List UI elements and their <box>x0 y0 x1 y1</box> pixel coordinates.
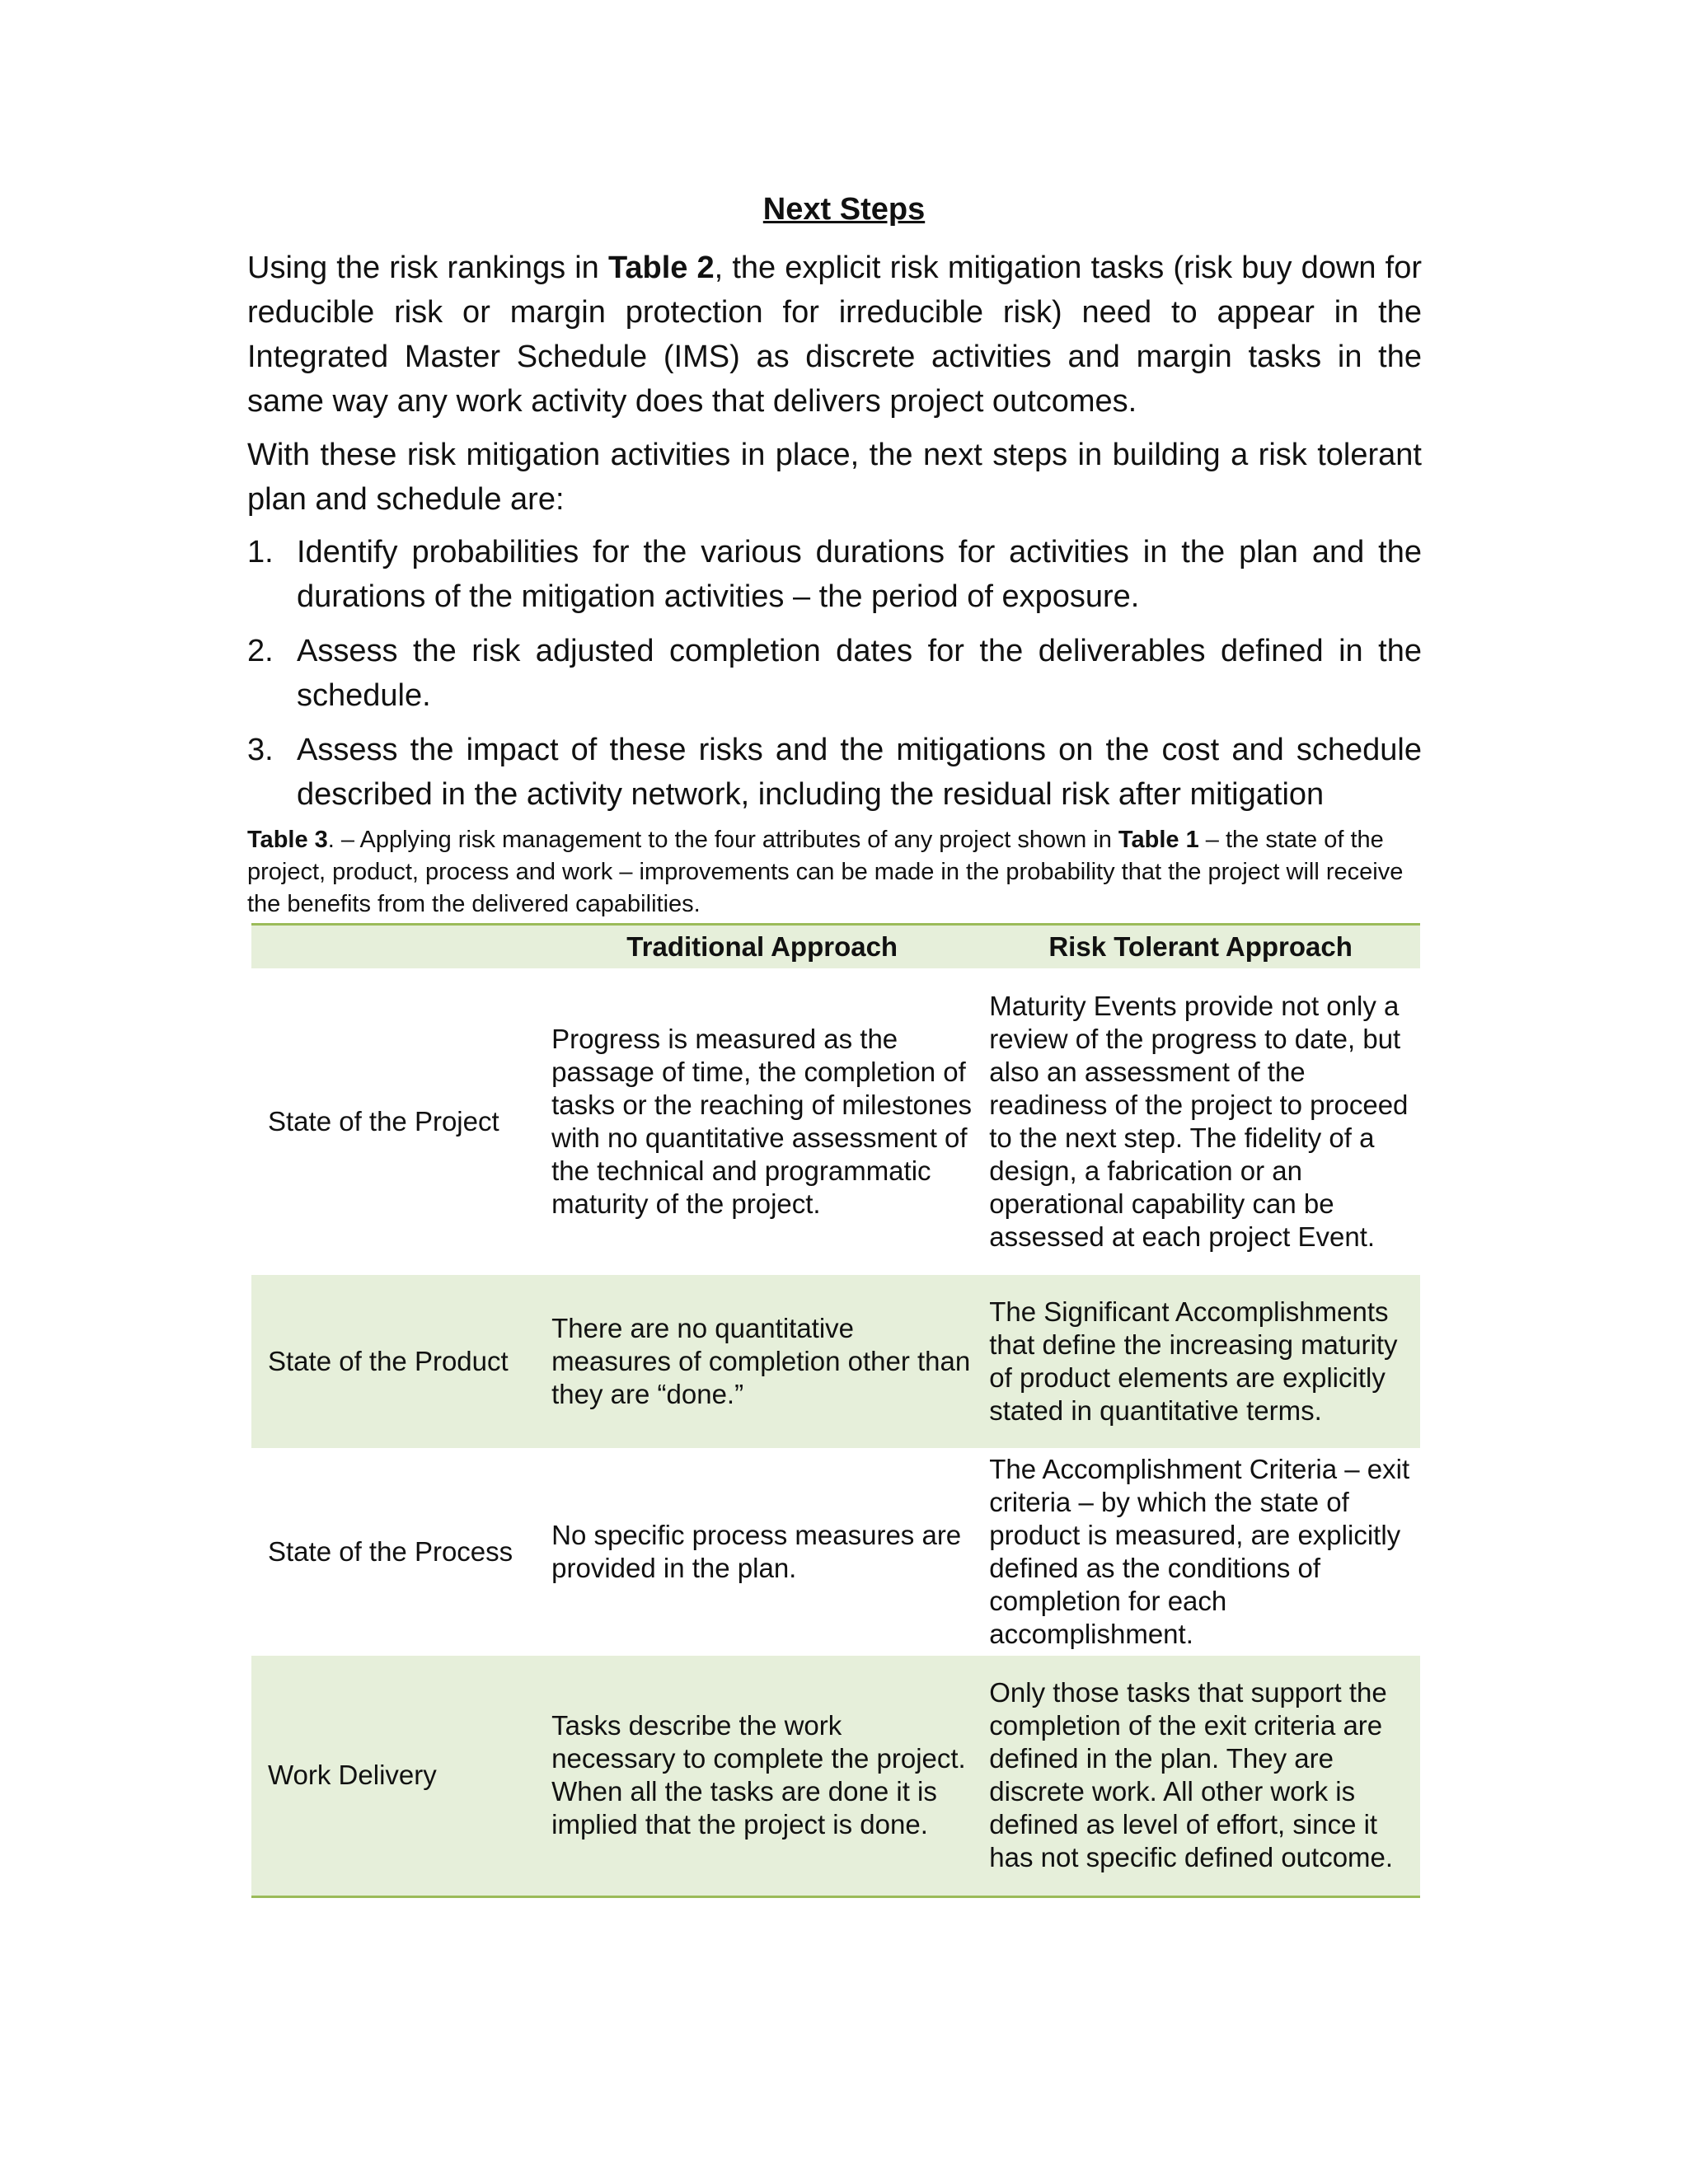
table-row <box>251 1448 1420 1656</box>
table-cell-risk-tolerant: The Accomplishment Criteria – exit criteria – by which the state of product is measured, are explicitly defined as the conditions of completion for each accomplishment. <box>989 1454 1410 1649</box>
list-number: 1. <box>247 535 274 569</box>
table-cell-risk-tolerant: Maturity Events provide not only a review of the progress to date, but also an assessment of the readiness of the project to proceed to the next step. The fidelity of a design, a fabrication or an operational capability can be assessed at each project Event. <box>989 991 1409 1252</box>
list-text: Assess the risk adjusted completion dates for the deliverables defined in the schedule. <box>297 634 1422 713</box>
table-row <box>251 968 1420 1275</box>
table-cell-traditional: No specific process measures are provided in the plan. <box>551 1520 962 1583</box>
list-item <box>247 530 1422 619</box>
table-cell-attribute: State of the Process <box>268 1536 513 1567</box>
table-cell-traditional: Tasks describe the work necessary to complete the project. When all the tasks are done it is implied that the project is done. <box>543 1656 981 1896</box>
intro-paragraph <box>247 246 1422 424</box>
list-number: 3. <box>247 733 274 767</box>
table-cell-risk-tolerant: The Significant Accomplishments that define the increasing maturity of product elements are explicitly stated in quantitative terms. <box>981 1275 1420 1448</box>
table-header-cell: Risk Tolerant Approach <box>981 925 1420 969</box>
list-item <box>247 629 1422 718</box>
list-number: 2. <box>247 634 274 668</box>
table-caption <box>247 824 1422 921</box>
table-header-cell: Traditional Approach <box>543 925 981 969</box>
table-row <box>251 1275 1420 1448</box>
intro-text-end: , the explicit risk mitigation tasks (risk buy down for reducible risk or margin protection for irreducible risk) need to appear in the Integrated Master Schedule (IMS) as discrete activities and margin tasks in the same way any work activity does that delivers project outcomes. <box>247 251 1423 419</box>
list-text: Identify probabilities for the various durations for activities in the plan and the durations of the mitigation activities – the period of exposure. <box>297 535 1422 614</box>
table-row <box>251 1656 1420 1896</box>
page-title: Next Steps <box>762 192 926 227</box>
table-cell-traditional: There are no quantitative measures of completion other than they are “done.” <box>543 1275 981 1448</box>
intro-text-start: Using the risk rankings in <box>247 251 608 285</box>
steps-list <box>247 530 1422 827</box>
next-steps-paragraph: With these risk mitigation activities in place, the next steps in building a risk tolerant plan and schedule are: <box>247 438 1422 517</box>
table-cell-risk-tolerant: Only those tasks that support the completion of the exit criteria are defined in the plan. They are discrete work. All other work is defined as level of effort, since it has not specific defined outcome. <box>981 1656 1420 1896</box>
table-cell-attribute: Work Delivery <box>251 1656 543 1896</box>
table-header-cell <box>251 925 543 969</box>
list-text: Assess the impact of these risks and the mitigations on the cost and schedule described in the activity network, including the residual risk after mitigation <box>297 733 1422 812</box>
comparison-table <box>251 923 1420 1898</box>
list-item <box>247 728 1422 817</box>
table-cell-attribute: State of the Project <box>268 1106 499 1137</box>
caption-reference: Table 1 <box>1118 827 1199 853</box>
table-cell-traditional: Progress is measured as the passage of time, the completion of tasks or the reaching of milestones with no quantitative assessment of the technical and programmatic maturity of the project. <box>551 1024 973 1219</box>
table-header-row <box>251 925 1420 969</box>
caption-text: . – Applying risk management to the four attributes of any project shown in <box>327 827 1118 853</box>
table-reference: Table 2 <box>607 251 715 285</box>
caption-label: Table 3 <box>247 827 328 853</box>
table-cell-attribute: State of the Product <box>251 1275 543 1448</box>
caption-text: – the state of the project, product, process and work – improvements can be made in the probability that the project will receive the benefits from the delivered capabilities. <box>247 827 1404 917</box>
